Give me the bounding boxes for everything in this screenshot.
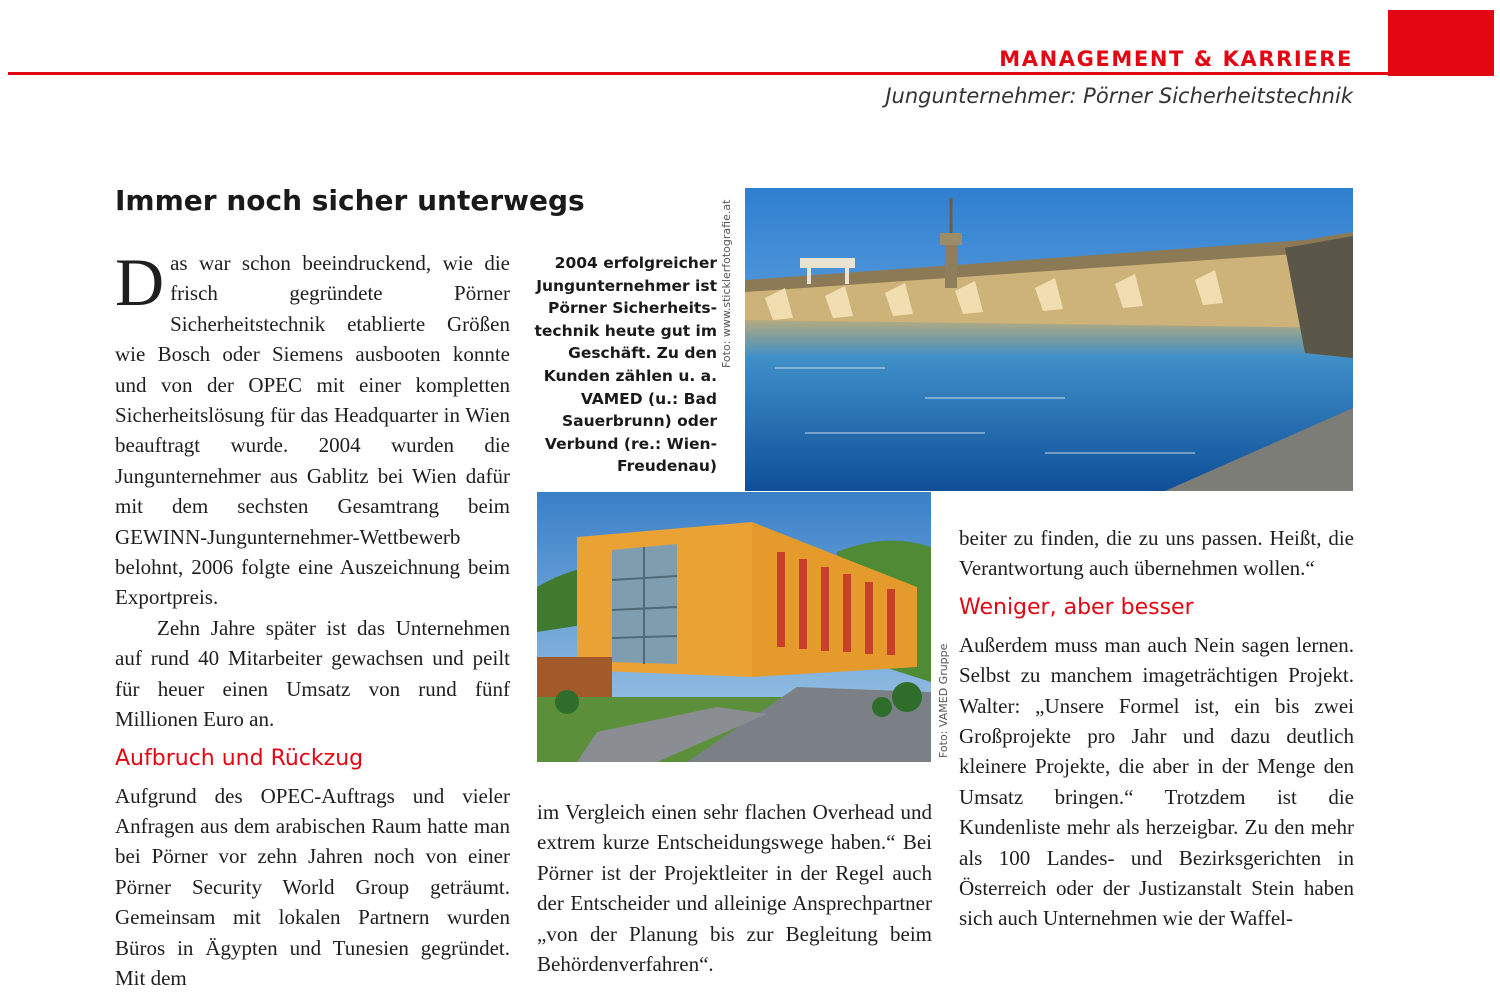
paragraph: im Vergleich einen sehr flachen Overhead und extrem kurze Entscheidungswege haben.“ Bei Pörner ist der Projektleiter in der Regel auch der Entscheider und alleinige Ansprechpartner „von der Planung bis zur Begleitung beim Behördenverfahren“. (537, 800, 932, 977)
header-rule (8, 72, 1388, 75)
paragraph: beiter zu finden, die zu uns passen. Heißt, die Verantwortung auch übernehmen wollen.“ (959, 526, 1354, 581)
text-column-1 (115, 244, 510, 993)
building-photo (537, 492, 931, 762)
paragraph (115, 244, 510, 613)
photo-caption: 2004 erfolgreicher Jungunternehmer ist Pörner Sicherheitstechnik heute gut im Geschäft. Zu den Kunden zählen u. a. VAMED (u.: Bad Sauerbrunn) oder Verbund (re.: Wien-Freudenau) (534, 254, 717, 476)
paragraph: Aufgrund des OPEC-Auftrags und vieler Anfragen aus dem arabischen Raum hatte man bei Pörner vor zehn Jahren noch von einer Pörner Security World Group geträumt. Gemeinsam mit lokalen Partnern wurden Büros in Ägypten und Tunesien gegründet. Mit dem (115, 783, 510, 990)
section-color-block (1388, 10, 1494, 76)
photo-credit-1: Foto: www.sticklerfotografie.at (720, 199, 733, 368)
subheading-weniger: Weniger, aber besser (959, 594, 1194, 620)
drop-cap: D (115, 244, 165, 320)
paragraph: Außerdem muss man auch Nein sagen lernen. Selbst zu manchem imageträchtigen Projekt. Walter: „Unsere Formel ist, ein bis zwei Großprojekte pro Jahr und dazu deutlich kleinere Projekte, die aber in der Menge den Umsatz bringen.“ Trotzdem ist die Kundenliste mehr als herzeigbar. Zu den mehr als 100 Landes- und Bezirksgerichten in Österreich oder der Justizanstalt Stein haben sich auch Unternehmen wie der Waffel- (959, 632, 1354, 931)
subheading-aufbruch: Aufbruch und Rückzug (115, 745, 364, 771)
text-column-3 (959, 523, 1354, 934)
article-headline: Immer noch sicher unterwegs (115, 184, 585, 217)
section-title: MANAGEMENT & KARRIERE (999, 47, 1353, 71)
section-subtitle: Jungunternehmer: Pörner Sicherheitstechnik (885, 84, 1353, 108)
paragraph: Zehn Jahre später ist das Unternehmen auf rund 40 Mitarbeiter gewachsen und peilt für heuer einen Umsatz von rund fünf Millionen Euro an. (115, 615, 510, 732)
text-column-2 (537, 797, 932, 979)
paragraph-text: as war schon beeindruckend, wie die frisch gegründete Pörner Sicherheitstechnik etablierte Größen wie Bosch oder Siemens ausbooten konnte und von der OPEC mit einer kompletten Sicherheitslösung für das Headquarter in Wien beauftragt wurde. 2004 wurden die Jungunternehmer aus Gablitz bei Wien dafür mit dem sechsten Gesamtrang beim GEWINN-Jungunternehmer-Wettbewerb belohnt, 2006 folgte eine Auszeichnung beim Exportpreis. (115, 251, 510, 610)
power-plant-photo (745, 188, 1353, 491)
photo-credit-2: Foto: VAMED Gruppe (937, 643, 950, 758)
